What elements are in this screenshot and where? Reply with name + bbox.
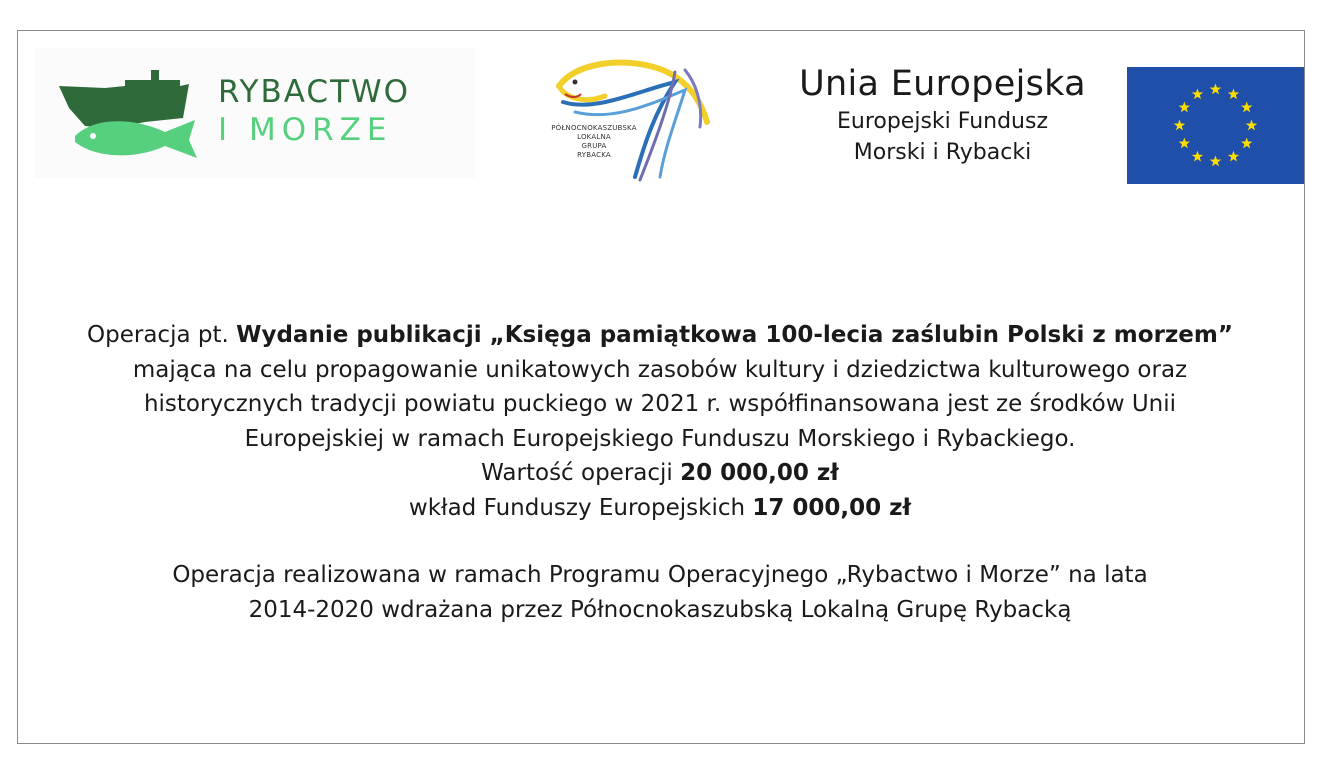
footer-line-1: Operacja realizowana w ramach Programu Operacyjnego „Rybactwo i Morze” na lata <box>172 562 1148 588</box>
rybactwo-i-morze-logo <box>35 48 475 178</box>
notice-line-4: Europejskiej w ramach Europejskiego Funduszu Morskiego i Rybackiego. <box>244 425 1076 452</box>
eu-fund-line2: Morski i Rybacki <box>853 140 1032 165</box>
notice-line-2: mająca na celu propagowanie unikatowych zasobów kultury i dziedzictwa kulturowego oraz <box>132 356 1188 383</box>
notice-line-1: Operacja pt. Wydanie publikacji „Księga pamiątkowa 100-lecia zaślubin Polski z morzem” <box>87 322 1233 348</box>
eu-flag-icon <box>1127 67 1304 184</box>
eu-title: Unia Europejska <box>799 64 1086 104</box>
eu-contribution: wkład Funduszy Europejskich 17 000,00 zł <box>408 494 912 521</box>
notice-line-3: historycznych tradycji powiatu puckiego w 2021 r. współfinansowana jest ze środków Unii <box>143 391 1177 417</box>
eu-fund-line1: Europejski Fundusz <box>836 109 1049 134</box>
eu-contribution-amount: 17 000,00 zł <box>752 494 912 521</box>
i-morze-text: I MORZE <box>218 112 393 148</box>
boat-fish-icon <box>55 66 215 166</box>
publication-title: Wydanie publikacji „Księga pamiątkowa 100-lecia zaślubin Polski z morzem” <box>236 322 1233 348</box>
operation-value-amount: 20 000,00 zł <box>680 460 839 486</box>
operation-notice <box>40 318 1280 627</box>
footer-line-2: 2014-2020 wdrażana przez Północnokaszubską Lokalną Grupę Rybacką <box>248 596 1072 623</box>
fish-wave-icon <box>535 52 720 187</box>
rybactwo-text: RYBACTWO <box>218 74 411 110</box>
operation-value: Wartość operacji 20 000,00 zł <box>481 460 839 486</box>
plgr-name: PÓŁNOCNOKASZUBSKA LOKALNA GRUPA RYBACKA <box>551 124 637 159</box>
plgr-logo <box>535 52 720 187</box>
eu-text-block <box>780 62 1105 168</box>
